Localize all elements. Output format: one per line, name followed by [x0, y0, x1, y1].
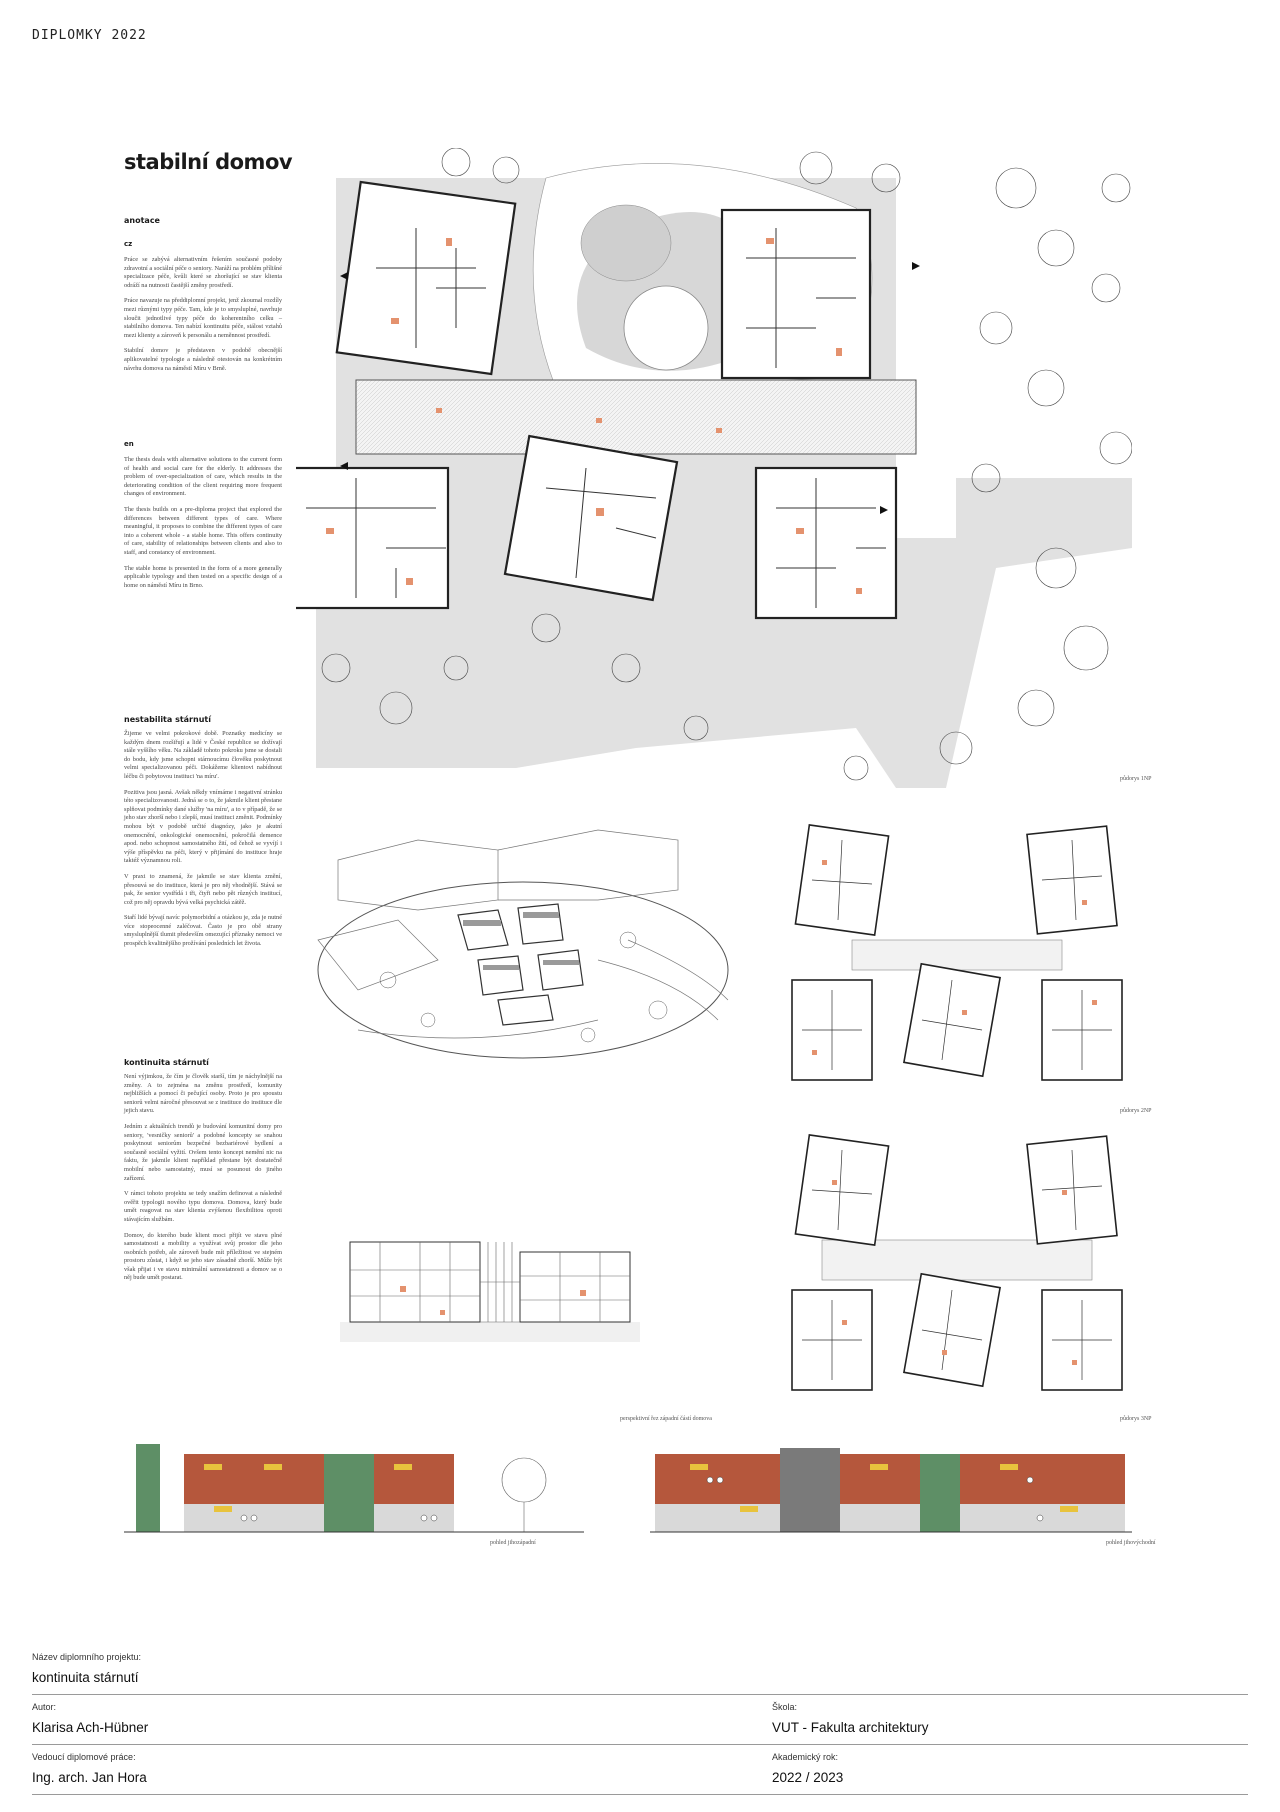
project-name-label: Název diplomního projektu:	[32, 1652, 142, 1662]
cz-label: cz	[124, 240, 133, 248]
caption-elevation-southeast: pohled jihovýchodní	[1106, 1540, 1156, 1546]
continuity-paragraph: V rámci tohoto projektu se tedy snažím definovat a následně ověřit typologii nového typu domova. Domova, který bude umět reagovat na stav klienta zvýšenou flexibilitou oproti stávajícím službám.	[124, 1190, 282, 1223]
supervisor-value: Ing. arch. Jan Hora	[32, 1770, 147, 1785]
annotation-heading: anotace	[124, 216, 160, 225]
caption-section: perspektivní řez západní částí domova	[620, 1416, 712, 1422]
continuity-text-block	[124, 1073, 282, 1283]
author-value: Klarisa Ach-Hübner	[32, 1720, 149, 1735]
elevation-southwest	[124, 1440, 584, 1536]
instability-paragraph: Pozitiva jsou jasná. Avšak někdy vnímáme i negativní stránku této specializovanosti. Jedná se o to, že jakmile klient přestane splňovat podmínky dané služby 'na míru', a to v případě, že se jeho stav zhorší nebo i zlepší, musí instituci změnit. Podmínky mohou být v podobě určité diagnózy, jako je akutní onemocnění, onkologické onemocnění, pokročilá demence apod. nebo schopnost samostatného žití, od čehož se vyvíjí i výše příspěvku na péči, který v přijímání do instituce hraje taktéž významnou roli.	[124, 788, 282, 865]
instability-paragraph: Žijeme ve velmi pokrokové době. Poznatky medicíny se každým dnem rozšiřují a lidé v České republice se dožívají stále vyššího věku. Na základě tohoto pokroku jsme se dostali do bodu, kdy jsme schopni stárnoucímu člověku poskytnout velmi specializovanou péči. Dokážeme klientovi nabídnout léčbu či pobytovou instituci 'na míru'.	[124, 730, 282, 780]
continuity-paragraph: Není výjimkou, že čím je člověk starší, tím je náchylnější na změny. A to zejména na změnu prostředí, komunity nejbližších a pomocí či pečující osoby. Proto je pro spoustu seniorů velmi náročné přesouvat se z instituce do instituce dle jejich stavu.	[124, 1073, 282, 1115]
supervisor-label: Vedoucí diplomové práce:	[32, 1752, 136, 1762]
caption-plan-1np: půdorys 1NP	[1120, 776, 1152, 782]
poster-series-label: DIPLOMKY 2022	[32, 28, 147, 43]
en-paragraph: The thesis deals with alternative solutions to the current form of health and social care for the elderly. It addresses the problem of over-specialization of care, which results in the deteriorating condition of the client requiring more frequent changes of environment.	[124, 456, 282, 498]
cz-text-block	[124, 256, 282, 373]
en-paragraph: The stable home is presented in the form of a more generally applicable typology and then tested on a specific design of a home on náměstí Míru in Brno.	[124, 564, 282, 589]
site-axonometric	[298, 820, 748, 1060]
footer-divider	[32, 1794, 1248, 1795]
instability-paragraph: Staří lidé bývají navíc polymorbidní a otázkou je, zda je nutné více stopeocenné zaléčovat. Často je pro obě strany smysluplnější tlumit především omezující příznaky nemoci ve prospěch kvalitnějšího prožívání posledních let života.	[124, 914, 282, 948]
instability-text-block	[124, 730, 282, 949]
en-text-block	[124, 456, 282, 590]
instability-heading: nestabilita stárnutí	[124, 715, 211, 724]
continuity-heading: kontinuita stárnutí	[124, 1058, 209, 1067]
caption-elevation-southwest: pohled jihozápadní	[490, 1540, 536, 1546]
caption-plan-3np: půdorys 3NP	[1120, 1416, 1152, 1422]
en-paragraph: The thesis builds on a pre-diploma project that explored the differences between different types of care. Where meaningful, it proposes to combine the different types of care into a coherent whole - a stable home. This offers continuity of care, stability of relationships between clients and also to staff, and constancy of environment.	[124, 505, 282, 556]
elevation-southeast	[650, 1440, 1132, 1536]
perspective-section	[340, 1232, 640, 1342]
floor-plan-3np	[782, 1130, 1132, 1410]
cz-paragraph: Práce navazuje na předdiplomní projekt, jenž zkoumal rozdíly mezi různými typy péče. Tam, kde je to smysluplné, navrhuje sloučit jednotlivé typy péče do koherentního celku – stabilního domova. Ten nabízí kontinuitu péče, stálost vztahů mezi klienty a zároveň k personálu a neměnnost prostředí.	[124, 297, 282, 339]
en-label: en	[124, 440, 134, 448]
author-label: Autor:	[32, 1702, 57, 1712]
continuity-paragraph: Jedním z aktuálních trendů je budování komunitní domy pro seniory, 'vesničky seniorů' a podobné koncepty se snahou poskytnout seniorům bezpečné bezbariérové bydlení a současně sociální vyžití. Ovšem tento koncept nemění nic na faktu, že jakmile klient například přestane být dostatečně mobilní nebo samostatný, musí se posunout do jiného zařízení.	[124, 1122, 282, 1182]
cz-paragraph: Stabilní domov je představen v podobě obecnější aplikovatelné typologie a následně otestován na konkrétním návrhu domova na náměstí Míru v Brně.	[124, 347, 282, 372]
cz-paragraph: Práce se zabývá alternativním řešením současné podoby zdravotní a sociální péče o seniory. Naráží na problém přílišné specializace péče, kvůli které se zhoršující se stav klienta odráží na nutnosti častější změny prostředí.	[124, 256, 282, 289]
footer-divider	[32, 1744, 1248, 1745]
continuity-paragraph: Domov, do kterého bude klient moci přijít ve stavu plné samostatnosti a mobility a využívat svůj prostor dle jeho osobních potřeb, ale zároveň bude mít příležitost ve stejném prostoru zůstat, i když se jeho stav zásadně zhorší. Může být však přijat i ve stavu minimální samostatnosti a domov se o něj bude umět postarat.	[124, 1231, 282, 1282]
caption-plan-2np: půdorys 2NP	[1120, 1108, 1152, 1114]
school-label: Škola:	[772, 1702, 798, 1712]
poster-title: stabilní domov	[124, 150, 293, 174]
school-value: VUT - Fakulta architektury	[772, 1720, 929, 1735]
floor-plan-2np	[782, 820, 1132, 1100]
instability-paragraph: V praxi to znamená, že jakmile se stav klienta změní, přesouvá se do instituce, která je pro něj vhodnější. Stává se pak, že senior vystřídá i tři, čtyři nebo pět různých institucí, což pro něj opravdu bývá velká psychická zátěž.	[124, 872, 282, 906]
project-name-value: kontinuita stárnutí	[32, 1670, 139, 1685]
ground-floor-plan	[296, 148, 1132, 796]
academic-year-value: 2022 / 2023	[772, 1770, 844, 1785]
academic-year-label: Akademický rok:	[772, 1752, 839, 1762]
footer-divider	[32, 1694, 1248, 1695]
